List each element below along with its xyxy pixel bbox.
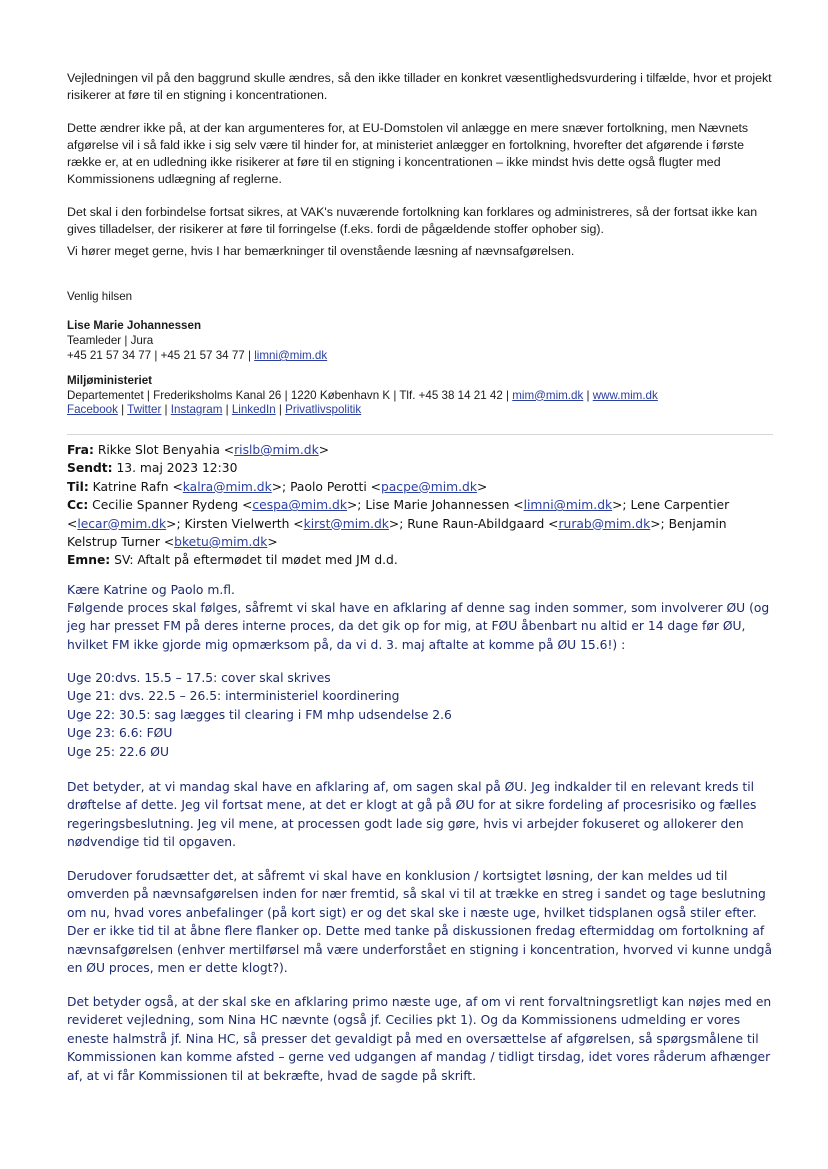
- subject-line: [67, 551, 779, 569]
- from-name: Rikke Slot Benyahia <: [93, 443, 235, 457]
- cc-email-link[interactable]: kirst@mim.dk: [303, 516, 389, 531]
- intro-paragraph-2: [67, 120, 779, 188]
- schedule-item: Uge 25: 22.6 ØU: [67, 744, 169, 759]
- organization-email-link[interactable]: mim@mim.dk: [512, 388, 584, 402]
- cc-recipient-name: Cecilie Spanner Rydeng <: [88, 498, 253, 513]
- organization-contact: [67, 389, 779, 404]
- cc-email-link[interactable]: rurab@mim.dk: [558, 516, 651, 531]
- to-line: Til: Katrine Rafn <kalra@mim.dk>; Paolo Perotti <pacpe@mim.dk>: [67, 479, 488, 494]
- social-links: Facebook | Twitter | Instagram | LinkedIn | Privatlivspolitik: [67, 403, 362, 416]
- intro-paragraph-3: [67, 204, 779, 238]
- from-email-link[interactable]: rislb@mim.dk: [234, 443, 319, 457]
- organization-block: [67, 374, 779, 418]
- cc-email-link[interactable]: cespa@mim.dk: [252, 498, 347, 513]
- intro-p3-text: Det skal i den forbindelse fortsat sikres, at VAK's nuværende fortolkning kan forklares og administreres, så der fortsat ikke kan gives tilladelser, der risikerer at føre til forringelse (f.eks. fordi de pågældende stoffer ophober sig).: [67, 205, 758, 236]
- to-recipient-name: Katrine Rafn <: [88, 479, 183, 494]
- instagram-link[interactable]: Instagram: [170, 403, 223, 416]
- cc-email-link[interactable]: lecar@mim.dk: [77, 516, 167, 531]
- intro-paragraph-1: [67, 70, 779, 104]
- signature-phones: +45 21 57 34 77 | +45 21 57 34 77 |: [67, 349, 255, 362]
- schedule-item: Uge 23: 6.6: FØU: [67, 726, 173, 741]
- to-email-link[interactable]: pacpe@mim.dk: [380, 479, 477, 494]
- cc-label: Cc:: [67, 498, 89, 513]
- cc-recipient-name: >; Kirsten Vielwerth <: [166, 516, 304, 531]
- organization-name: Miljøministeriet: [67, 374, 153, 387]
- email-body-paragraph-3: Derudover forudsætter det, at såfremt vi skal have en konklusion / kortsigtet løsning, der kan meldes ud til omverden på nævnsafgørelsen inden for nær fremtid, så skal vi til at trække en streg i sandet og tage beslutning om nu, hvad vores anbefalinger (på kort sigt) er og det skal ske i næste uge, hvilket tidsplanen også stiler efter. Der er ikke tid til at åbne flere flanker op. Dette med tanke på diskussionen fredag eftermiddag om fortolkning af nævnsafgørelsen (enhver mertilførsel må være underforstået en stigning i koncentration, hvorved vi kunne undgå en ØU proces, men er dette klogt?).: [67, 869, 773, 976]
- cc-line: Cc: Cecilie Spanner Rydeng <cespa@mim.dk>; Lise Marie Johannessen <limni@mim.dk>; Lene Carpentier <lecar@mim.dk>; Kirsten Vielwerth <kirst@mim.dk>; Rune Raun-Abildgaard <rurab@mim.dk>; Benjamin Kelstrup Turner <bketu@mim.dk>: [67, 498, 730, 550]
- from-label: Fra:: [67, 443, 94, 457]
- email-body-paragraph-1: Følgende proces skal følges, såfremt vi skal have en afklaring af denne sag inden sommer, som involverer ØU (og jeg har presset FM på deres interne proces, da det gik op for mig, at FØU åbenbart nu altid er 14 dage før ØU, hvilket FM ikke gjorde mig opmærksom på, da vi d. 3. maj aftalte at komme på ØU 15.6!) :: [67, 601, 770, 652]
- schedule-item: Uge 21: dvs. 22.5 – 26.5: interministeriel koordinering: [67, 689, 400, 704]
- subject-label: Emne:: [67, 553, 111, 568]
- cc-email-link[interactable]: limni@mim.dk: [523, 498, 613, 513]
- cc-recipient-name: >; Lise Marie Johannessen <: [346, 498, 524, 513]
- from-line: Fra: Rikke Slot Benyahia <rislb@mim.dk>: [67, 443, 330, 457]
- intro-paragraph-4: [67, 243, 779, 260]
- email-header: [67, 441, 779, 570]
- twitter-link[interactable]: Twitter: [127, 403, 162, 416]
- signature-block: [67, 318, 779, 363]
- organization-address: Departementet | Frederiksholms Kanal 26 | 1220 København K | Tlf. +45 38 14 21 42 |: [67, 388, 513, 402]
- signature-role: Teamleder | Jura: [67, 334, 154, 347]
- signature-greeting: Venlig hilsen: [67, 290, 133, 303]
- intro-p2-text: Dette ændrer ikke på, at der kan argumenteres for, at EU-Domstolen vil anlægge en mere snæver fortolkning, men Nævnets afgørelse vil i så fald ikke i sig selv være til hinder for, at ministeriet anlægger en fortolkning, hvorefter det afgørende i første række er, at en udledning ikke risikerer at føre til en stigning i koncentrationen – ikke mindst hvis dette også flugter med Kommissionens udlægning af reglerne.: [67, 121, 749, 186]
- cc-email-link[interactable]: bketu@mim.dk: [174, 535, 268, 550]
- link-separator: |: [583, 388, 593, 402]
- to-label: Til:: [67, 479, 89, 494]
- sent-value: 13. maj 2023 12:30: [112, 461, 238, 476]
- privacy-policy-link[interactable]: Privatlivspolitik: [285, 403, 362, 416]
- schedule-item: Uge 20:dvs. 15.5 – 17.5: cover skal skrives: [67, 671, 331, 685]
- signature-contact: [67, 348, 779, 363]
- subject-value: SV: Aftalt på eftermødet til mødet med JM d.d.: [110, 553, 398, 568]
- intro-p4-text: Vi hører meget gerne, hvis I har bemærkninger til ovenstående læsning af nævnsafgørelsen.: [67, 244, 575, 258]
- separator-line: [67, 434, 773, 435]
- email-body-paragraph-4: Det betyder også, at der skal ske en afklaring primo næste uge, af om vi rent forvaltningsretligt kan nøjes med en revideret vejledning, som Nina HC nævnte (også jf. Cecilies pkt 1). Og da Kommissionens udmelding er vores eneste halmstrå jf. Nina HC, så presser det gevaldigt på med en oversættelse af afgørelsen, så spørgsmålene til Kommissionen kan komme afsted – gerne ved udgangen af mandag / tidligt tirsdag, idet vores råderum afhænger af, at vi får Kommissionen til at bekræfte, hvad de sagde på skrift.: [67, 995, 772, 1083]
- website-link[interactable]: www.mim.dk: [592, 388, 658, 402]
- email-salutation: Kære Katrine og Paolo m.fl.: [67, 583, 235, 597]
- cc-recipient-name: >; Rune Raun-Abildgaard <: [388, 516, 559, 531]
- sent-line: [67, 459, 779, 477]
- facebook-link[interactable]: Facebook: [67, 403, 118, 416]
- cc-recipient-name: >; Lene Carpentier <: [67, 498, 730, 531]
- signature-email-link[interactable]: limni@mim.dk: [254, 349, 328, 362]
- cc-recipient-name: >; Benjamin Kelstrup Turner <: [67, 516, 727, 550]
- signature-name: Lise Marie Johannessen: [67, 319, 202, 332]
- to-recipient-name: >; Paolo Perotti <: [271, 479, 381, 494]
- schedule-item: Uge 22: 30.5: sag lægges til clearing i FM mhp udsendelse 2.6: [67, 707, 452, 722]
- email-body-paragraph-2: Det betyder, at vi mandag skal have en afklaring af, om sagen skal på ØU. Jeg indkalder til en relevant kreds til drøftelse af dette. Jeg vil fortsat mene, at det er klogt at gå på ØU for at sikre fordeling af procesrisiko og fælles regeringsbeslutning. Jeg vil mene, at processen godt lade sig gøre, hvis vi arbejder fokuseret og allokerer den nødvendige tid til opgaven.: [67, 780, 757, 850]
- intro-p1-text: Vejledningen vil på den baggrund skulle ændres, så den ikke tillader en konkret væsentlighedsvurdering i tilfælde, hvor et projekt risikerer at føre til en stigning i koncentrationen.: [67, 71, 772, 102]
- schedule-list: [67, 669, 779, 761]
- linkedin-link[interactable]: LinkedIn: [231, 403, 276, 416]
- to-email-link[interactable]: kalra@mim.dk: [182, 479, 272, 494]
- sent-label: Sendt:: [67, 461, 113, 476]
